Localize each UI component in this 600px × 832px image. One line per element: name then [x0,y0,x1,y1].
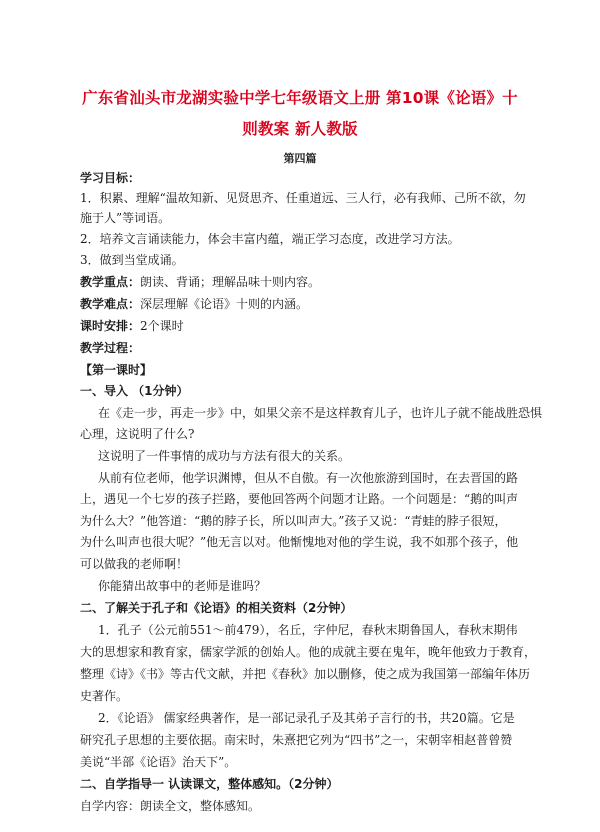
paragraph-3-line-1: 从前有位老师，他学识渊博，但从不自傲。有一次他旅游到国时，在去晋国的路 [98,471,519,485]
paragraph-3-line-3: 为什么大？”他答道：“鹅的脖子长，所以叫声大。”孩子又说：“青蛙的脖子很短， [80,514,507,528]
teaching-focus [80,274,550,290]
section-3-heading: 二、自学指导一 认读课文，整体感知。（2分钟） [80,777,339,791]
paragraph-4: 你能猜出故事中的老师是谁吗？ [98,579,267,593]
teaching-process-heading: 教学过程： [80,341,141,355]
goal-3: 3．做到当堂成诵。 [80,253,184,267]
teaching-focus-label: 教学重点： [80,275,141,289]
class-hours [80,318,550,334]
goal-1-line-1: 1．积累、理解“温故知新、见贤思齐、任重道远、三人行，必有我师、己所不欲，勿 [80,191,526,205]
document-title-line1: 广东省汕头市龙湖实验中学七年级语文上册 第10课《论语》十 [82,89,518,107]
paragraph-1-line-1: 在《走一步，再走一步》中，如果父亲不是这样教育儿子，也许儿子就不能战胜恐惧 [98,406,543,420]
paragraph-3-line-4: 为什么叫声也很大呢？”他无言以对。他惭愧地对他的学生说，我不如那个孩子，他 [80,535,519,549]
paragraph-5-line-1: 1．孔子（公元前551～前479），名丘，字仲尼，春秋末期鲁国人，春秋末期伟 [98,623,518,637]
document-subtitle: 第四篇 [283,152,317,165]
teaching-difficulty [80,296,550,312]
teaching-difficulty-label: 教学难点： [80,297,141,311]
goal-2: 2．培养文言诵读能力，体会丰富内蕴，端正学习态度，改进学习方法。 [80,232,460,246]
paragraph-5-line-3: 整理《诗》《书》等古代文献，并把《春秋》加以删修，使之成为我国第一部编年体历 [80,667,531,681]
document-title-line2: 则教案 新人教版 [242,120,358,138]
paragraph-3-line-2: 上，遇见一个七岁的孩子拦路，要他回答两个问题才让路。一个问题是：“鹅的叫声 [80,492,519,506]
goal-1-line-2: 施于人”等词语。 [80,211,171,225]
paragraph-3-line-5: 可以做我的老师啊！ [80,557,189,571]
paragraph-5-line-2: 大的思想家和教育家，儒家学派的创始人。他的成就主要在鬼年，晚年他致力于教育， [80,645,537,659]
paragraph-7: 自学内容：朗读全文，整体感知。 [80,799,261,813]
class-hours-label: 课时安排： [80,319,141,333]
class-hours-text: 2个课时 [140,319,184,333]
paragraph-6-line-2: 研究孔子思想的主要依据。南宋时，朱熹把它列为“四书”之一，宋朝宰相赵普曾赞 [80,733,513,747]
teaching-difficulty-text: 深层理解《论语》十则的内涵。 [140,297,309,311]
section-1-heading: 一、导入 （1分钟） [80,384,189,398]
paragraph-1-line-2: 心理，这说明了什么? [80,427,195,441]
paragraph-6-line-1: 2．《论语》 儒家经典著作，是一部记录孔子及其弟子言行的书，共20篇。它是 [98,711,515,725]
paragraph-2: 这说明了一件事情的成功与方法有很大的关系。 [98,449,351,463]
lesson-1-heading: 【第一课时】 [80,363,153,377]
paragraph-5-line-4: 史著作。 [80,689,129,703]
paragraph-6-line-3: 美说“半部《论语》治天下”。 [80,755,237,769]
learning-goals-heading: 学习目标： [80,171,141,185]
teaching-focus-text: 朗读、背诵；理解品味十则内容。 [140,275,321,289]
section-2-heading: 二、了解关于孔子和《论语》的相关资料（2分钟） [80,601,353,615]
